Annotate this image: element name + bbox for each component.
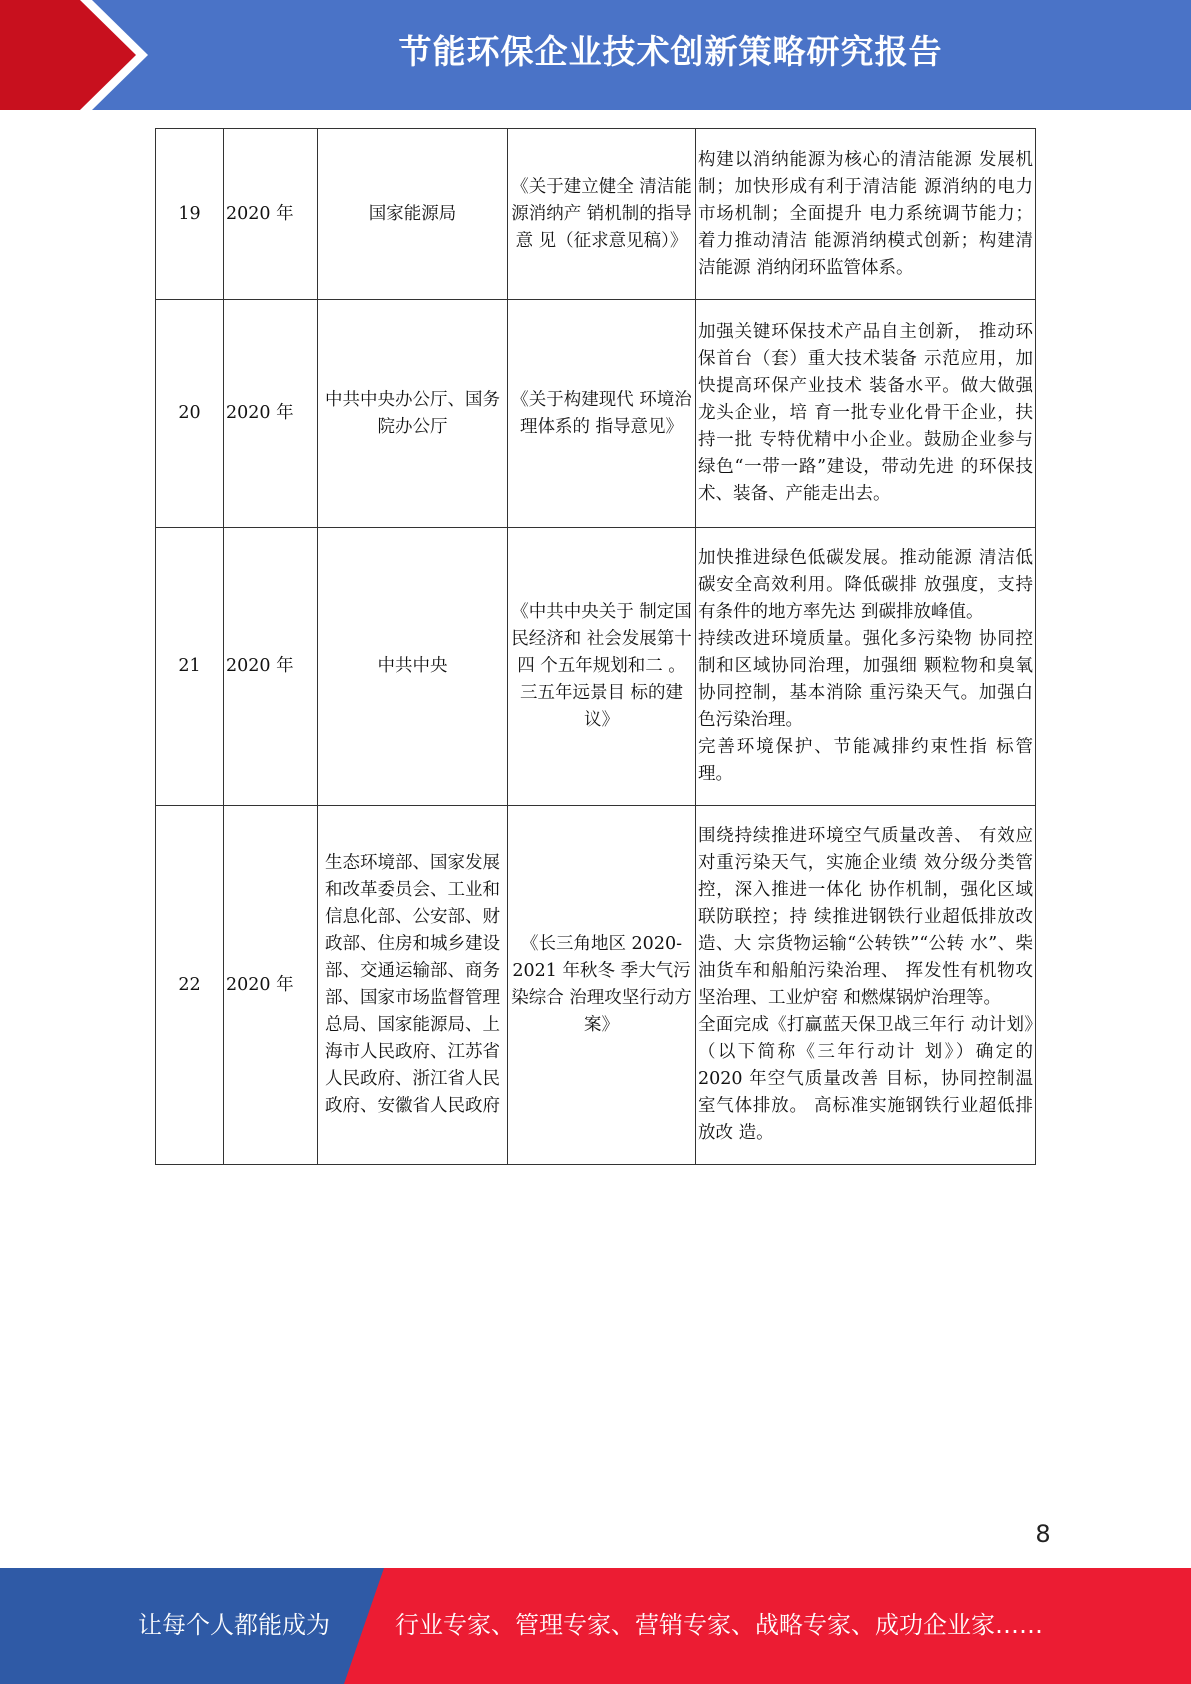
content-paragraph: 完善环境保护、节能减排约束性指 标管理。 xyxy=(698,737,1033,784)
table-row xyxy=(156,528,1036,806)
row-content xyxy=(696,129,1036,300)
row-year: 2020 年 xyxy=(224,300,318,528)
table-row xyxy=(156,806,1036,1165)
report-title: 节能环保企业技术创新策略研究报告 xyxy=(398,32,943,71)
table-row xyxy=(156,300,1036,528)
header-banner xyxy=(0,0,1191,110)
row-number: 20 xyxy=(156,300,224,528)
row-content xyxy=(696,806,1036,1165)
row-number: 19 xyxy=(156,129,224,300)
row-year: 2020 年 xyxy=(224,129,318,300)
row-content xyxy=(696,300,1036,528)
content-paragraph: 围绕持续推进环境空气质量改善、 有效应对重污染天气，实施企业绩 效分级分类管控，深入推进一体化 协作机制，强化区域联防联控；持 续推进钢铁行业超低排放改造、大 宗货物运输“公转铁”“公转 水”、柴油货车和船舶污染治理、 挥发性有机物攻坚治理、工业炉窑 和燃煤锅炉治理等。 xyxy=(698,826,1033,1008)
content-paragraph: 加强关键环保技术产品自主创新， 推动环保首台（套）重大技术装备 示范应用，加快提高环保产业技术 装备水平。做大做强龙头企业，培 育一批专业化骨干企业，扶持一批 专特优精中小企业。鼓励企业参与 绿色“一带一路”建设，带动先进 的环保技术、装备、产能走出去。 xyxy=(698,322,1033,504)
page-number: 8 xyxy=(1035,1520,1051,1548)
row-number: 21 xyxy=(156,528,224,806)
row-content xyxy=(696,528,1036,806)
row-document: 《关于建立健全 清洁能源消纳产 销机制的指导意 见（征求意见稿）》 xyxy=(508,129,696,300)
row-number: 22 xyxy=(156,806,224,1165)
footer-slogan-right: 行业专家、管理专家、营销专家、战略专家、成功企业家…… xyxy=(395,1611,1043,1639)
footer-slogan-left: 让每个人都能成为 xyxy=(138,1611,330,1639)
row-department: 中共中央 xyxy=(318,528,508,806)
row-document: 《长三角地区 2020-2021 年秋冬 季大气污染综合 治理攻坚行动方 案》 xyxy=(508,806,696,1165)
content-paragraph: 持续改进环境质量。强化多污染物 协同控制和区域协同治理，加强细 颗粒物和臭氧协同控制，基本消除 重污染天气。加强白色污染治理。 xyxy=(698,629,1033,730)
row-department: 国家能源局 xyxy=(318,129,508,300)
row-department: 生态环境部、国家发展和改革委员会、工业和信息化部、公安部、财政部、住房和城乡建设部、交通运输部、商务部、国家市场监督管理总局、国家能源局、上海市人民政府、江苏省人民政府、浙江省人民政府、安徽省人民政府 xyxy=(318,806,508,1165)
table-row xyxy=(156,129,1036,300)
content-paragraph: 构建以消纳能源为核心的清洁能源 发展机制；加快形成有利于清洁能 源消纳的电力市场机制；全面提升 电力系统调节能力；着力推动清洁 能源消纳模式创新；构建清洁能源 消纳闭环监管体系。 xyxy=(698,149,1033,278)
row-document: 《中共中央关于 制定国民经济和 社会发展第十四 个五年规划和二 。三五年远景目 标的建议》 xyxy=(508,528,696,806)
footer-banner xyxy=(0,1568,1191,1684)
content-paragraph: 全面完成《打赢蓝天保卫战三年行 动计划》（以下简称《三年行动计 划》）确定的 2020 年空气质量改善 目标，协同控制温室气体排放。 高标准实施钢铁行业超低排放改 造。 xyxy=(698,1015,1033,1143)
content-paragraph: 加快推进绿色低碳发展。推动能源 清洁低碳安全高效利用。降低碳排 放强度，支持有条件的地方率先达 到碳排放峰值。 xyxy=(698,548,1033,622)
header-red-arrow-decoration xyxy=(0,0,160,110)
row-document: 《关于构建现代 环境治理体系的 指导意见》 xyxy=(508,300,696,528)
row-year: 2020 年 xyxy=(224,806,318,1165)
policy-table xyxy=(155,128,1036,1165)
row-year: 2020 年 xyxy=(224,528,318,806)
row-department: 中共中央办公厅、国务院办公厅 xyxy=(318,300,508,528)
